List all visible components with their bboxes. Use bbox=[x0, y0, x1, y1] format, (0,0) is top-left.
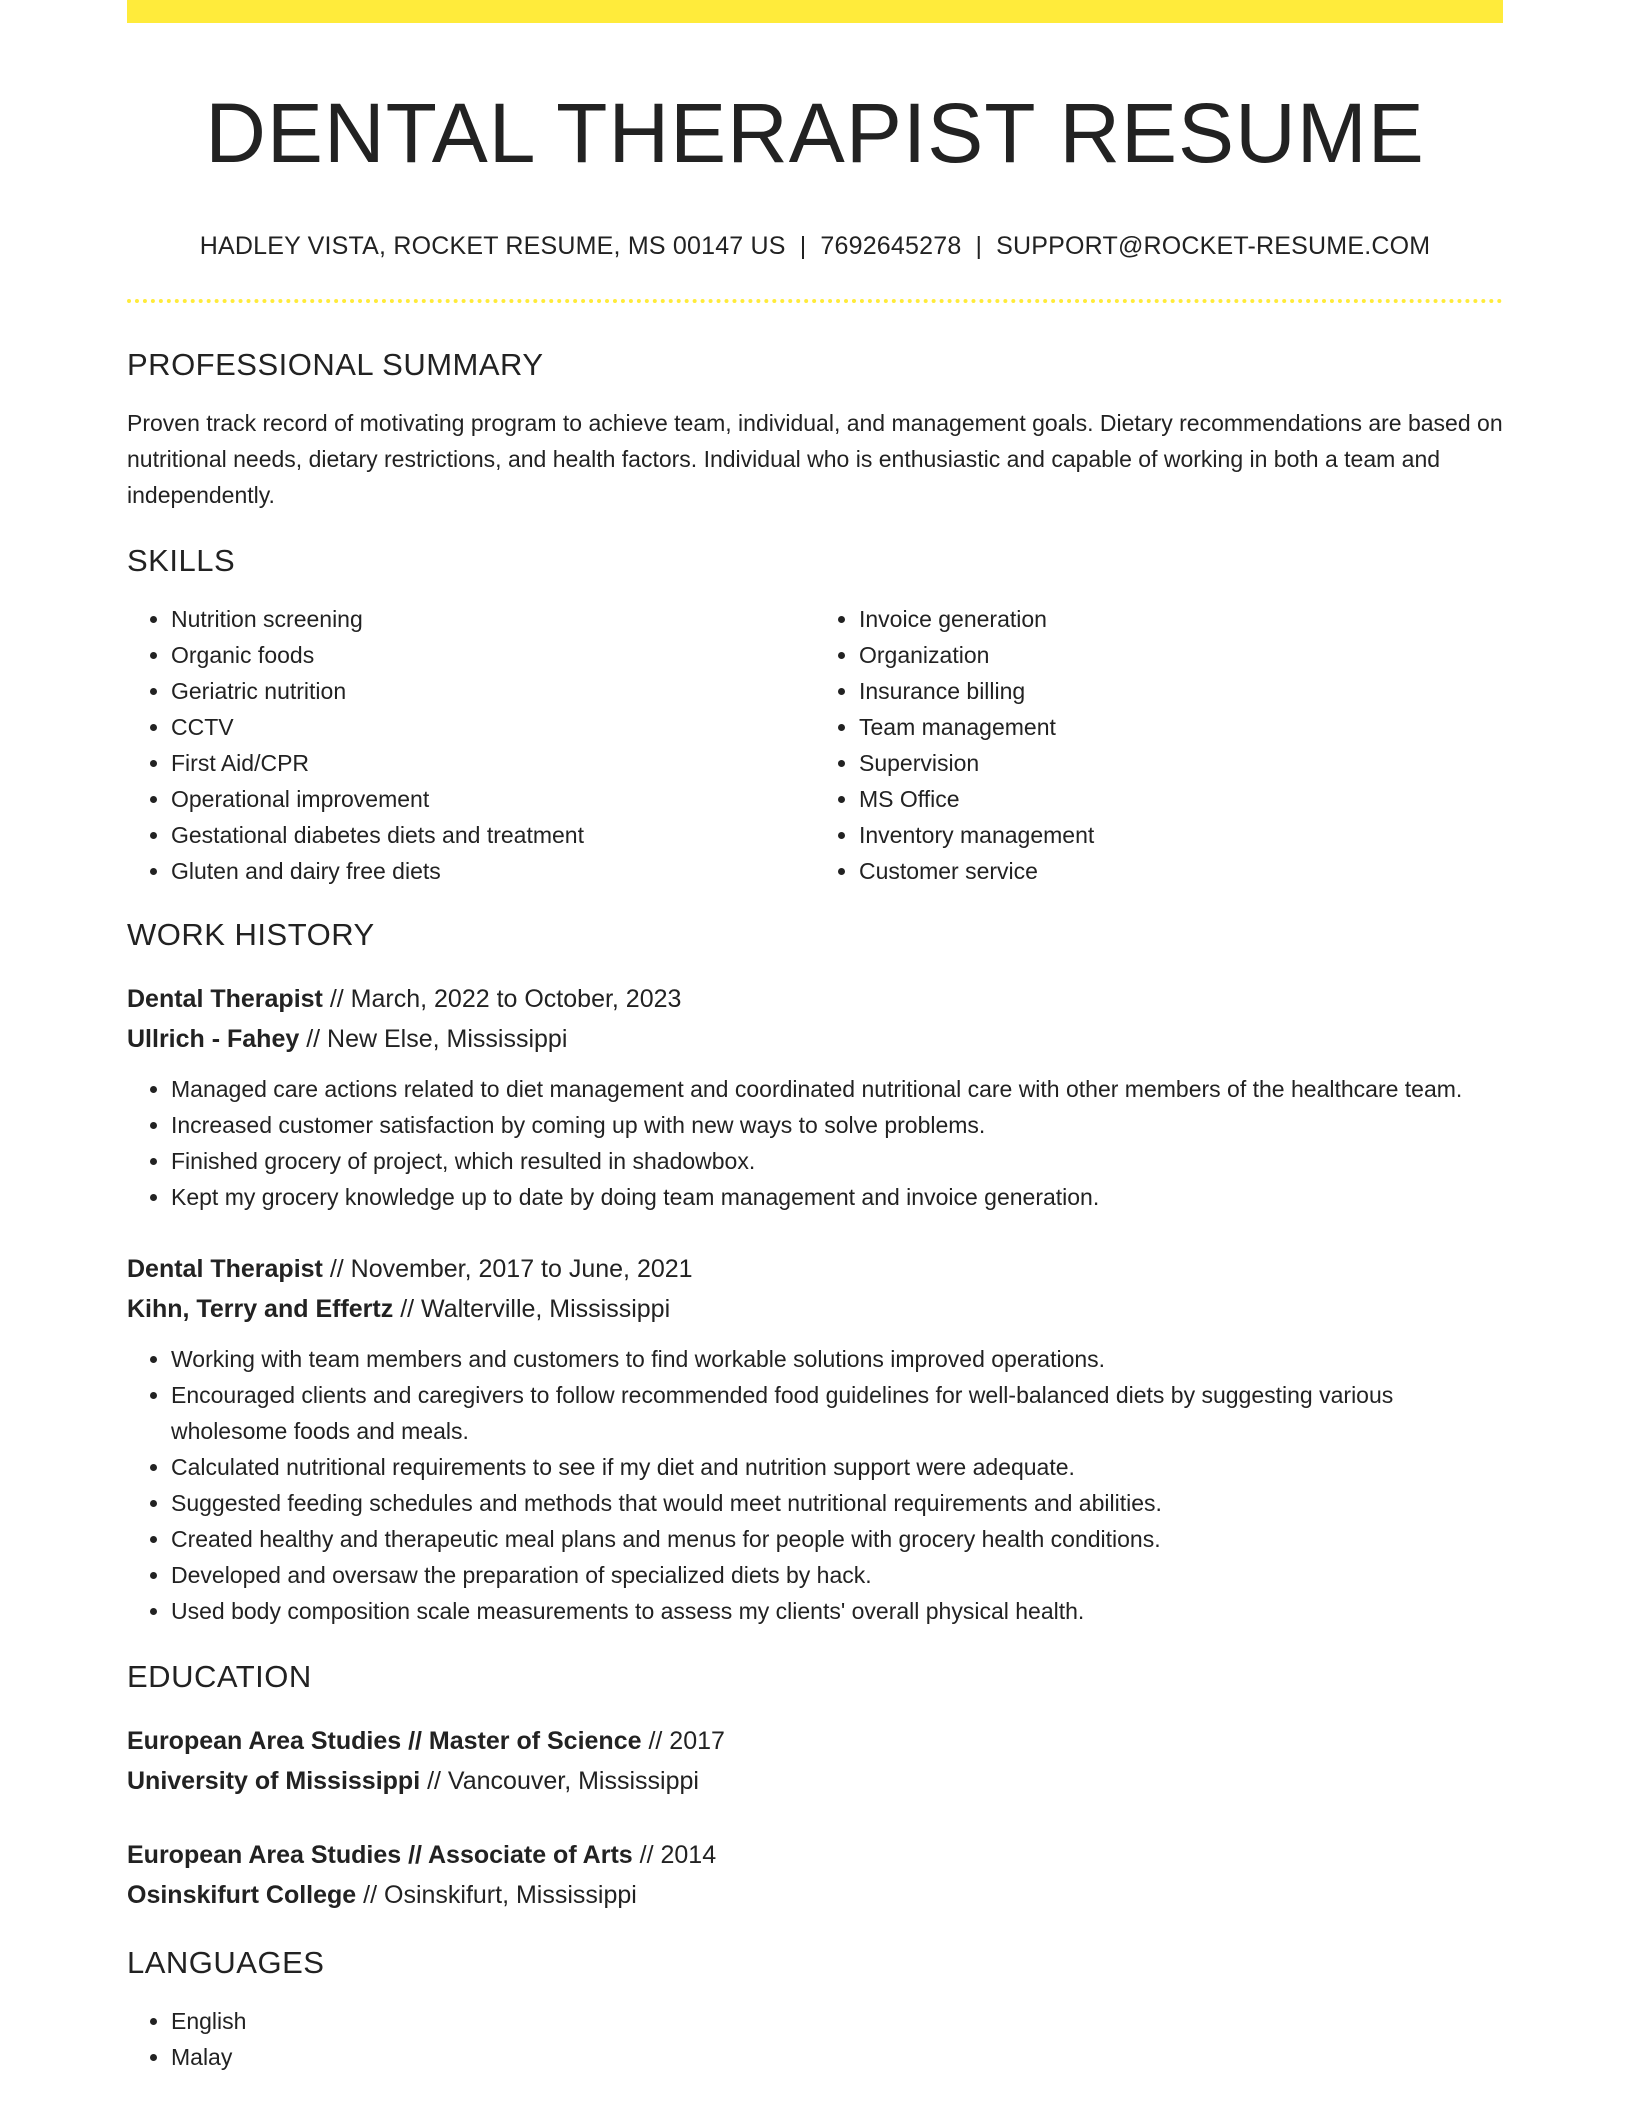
skill-item: • Team management bbox=[859, 709, 1503, 745]
job-bullet: • Kept my grocery knowledge up to date by doing team management and invoice generation. bbox=[171, 1179, 1503, 1215]
summary-text: Proven track record of motivating program to achieve team, individual, and management goals. Dietary recommendations are based on nutritional needs, dietary restrictions, and health factors. Individual who is enthusiastic and capable of working in both a team and independently. bbox=[127, 409, 1503, 508]
skill-item: • Insurance billing bbox=[859, 673, 1503, 709]
job-bullets bbox=[127, 1341, 1503, 1629]
job-dates: // November, 2017 to June, 2021 bbox=[322, 1254, 693, 1283]
contact-email: SUPPORT@ROCKET-RESUME.COM bbox=[996, 231, 1431, 260]
education-year: // 2014 bbox=[632, 1840, 717, 1869]
language-item: • Malay bbox=[171, 2039, 1503, 2075]
education-heading: EDUCATION bbox=[127, 1658, 312, 1694]
job-bullet: • Increased customer satisfaction by coming up with new ways to solve problems. bbox=[171, 1107, 1503, 1143]
skills-column-right bbox=[815, 601, 1503, 889]
skill-item: • Operational improvement bbox=[171, 781, 815, 817]
job-bullet: • Used body composition scale measurements to assess my clients' overall physical health. bbox=[171, 1593, 1503, 1629]
job-company: Ullrich - Fahey bbox=[127, 1024, 300, 1053]
education-location: // Vancouver, Mississippi bbox=[420, 1766, 699, 1795]
education-school: University of Mississippi bbox=[127, 1766, 421, 1795]
skill-item: • Geriatric nutrition bbox=[171, 673, 815, 709]
education-degree: European Area Studies // Associate of Arts bbox=[127, 1840, 633, 1869]
contact-address: HADLEY VISTA, ROCKET RESUME, MS 00147 US bbox=[199, 231, 786, 260]
education-entry bbox=[127, 1721, 1503, 1801]
education-year: // 2017 bbox=[641, 1726, 725, 1755]
skill-item: • First Aid/CPR bbox=[171, 745, 815, 781]
skill-item: • Customer service bbox=[859, 853, 1503, 889]
job-bullet: • Created healthy and therapeutic meal plans and menus for people with grocery health conditions. bbox=[171, 1521, 1503, 1557]
languages-list bbox=[127, 2003, 1503, 2075]
job-title: Dental Therapist bbox=[127, 1254, 323, 1283]
job-bullet: • Working with team members and customers to find workable solutions improved operations. bbox=[171, 1341, 1503, 1377]
job-bullet: • Developed and oversaw the preparation of specialized diets by hack. bbox=[171, 1557, 1503, 1593]
job-bullet: • Finished grocery of project, which resulted in shadowbox. bbox=[171, 1143, 1503, 1179]
dotted-divider bbox=[127, 299, 1503, 303]
education-school: Osinskifurt College bbox=[127, 1880, 357, 1909]
job-bullet: • Managed care actions related to diet management and coordinated nutritional care with other members of the healthcare team. bbox=[171, 1071, 1503, 1107]
work-history-heading: WORK HISTORY bbox=[127, 916, 375, 952]
summary-heading: PROFESSIONAL SUMMARY bbox=[127, 346, 544, 382]
skills-column-left bbox=[127, 601, 815, 889]
contact-separator: | bbox=[799, 231, 807, 260]
job-company: Kihn, Terry and Effertz bbox=[127, 1294, 394, 1323]
job-dates: // March, 2022 to October, 2023 bbox=[322, 984, 682, 1013]
skill-item: • Supervision bbox=[859, 745, 1503, 781]
skill-item: • Organization bbox=[859, 637, 1503, 673]
contact-line bbox=[127, 232, 1503, 261]
skill-item: • MS Office bbox=[859, 781, 1503, 817]
education-location: // Osinskifurt, Mississippi bbox=[356, 1880, 637, 1909]
education-degree: European Area Studies // Master of Science bbox=[127, 1726, 642, 1755]
resume-page bbox=[127, 0, 1503, 2075]
job-bullet: • Calculated nutritional requirements to see if my diet and nutrition support were adequate. bbox=[171, 1449, 1503, 1485]
job-location: // Walterville, Mississippi bbox=[393, 1294, 671, 1323]
language-item: • English bbox=[171, 2003, 1503, 2039]
job-location: // New Else, Mississippi bbox=[299, 1024, 568, 1053]
skills-heading: SKILLS bbox=[127, 542, 236, 578]
job-bullet: • Encouraged clients and caregivers to follow recommended food guidelines for well-balanced diets by suggesting various wholesome foods and meals. bbox=[171, 1377, 1503, 1449]
contact-phone: 7692645278 bbox=[820, 231, 962, 260]
skill-item: • CCTV bbox=[171, 709, 815, 745]
skill-item: • Gestational diabetes diets and treatment bbox=[171, 817, 815, 853]
job-bullets bbox=[127, 1071, 1503, 1215]
resume-title: DENTAL THERAPIST RESUME bbox=[205, 86, 1425, 180]
job-entry bbox=[127, 1249, 1503, 1629]
skill-item: • Invoice generation bbox=[859, 601, 1503, 637]
skill-item: • Organic foods bbox=[171, 637, 815, 673]
skill-item: • Nutrition screening bbox=[171, 601, 815, 637]
job-bullet: • Suggested feeding schedules and methods that would meet nutritional requirements and abilities. bbox=[171, 1485, 1503, 1521]
skill-item: • Gluten and dairy free diets bbox=[171, 853, 815, 889]
skills-list bbox=[127, 601, 1503, 889]
contact-separator: | bbox=[975, 231, 983, 260]
job-entry bbox=[127, 979, 1503, 1215]
job-title: Dental Therapist bbox=[127, 984, 323, 1013]
accent-bar bbox=[127, 0, 1503, 23]
languages-heading: LANGUAGES bbox=[127, 1944, 325, 1980]
education-entry bbox=[127, 1835, 1503, 1915]
skill-item: • Inventory management bbox=[859, 817, 1503, 853]
